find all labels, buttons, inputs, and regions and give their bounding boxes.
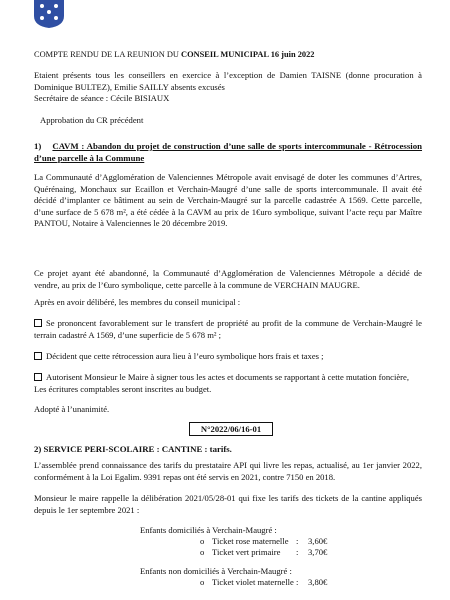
section2-paragraph-2: Monsieur le maire rappelle la délibération 2021/05/28-01 qui fixe les tarifs des tickets de la cantine appliqués depuis le 1er septembre 2021 :	[34, 493, 422, 515]
accounting-line: Les écritures comptables seront inscrites au budget.	[34, 384, 212, 394]
checkbox-icon	[34, 373, 42, 381]
bullet-icon: o	[200, 547, 205, 557]
attendance-line: Etaient présents tous les conseillers en exercice à l’exception de Damien TAISNE (donne procuration à Dominique BULTEZ), Emilie SAILLY absents excusés	[34, 70, 422, 92]
decision-item-3: Autorisent Monsieur le Maire à signer tous les actes et documents se rapportant à cette mutation foncière,	[34, 372, 422, 384]
bullet-icon: o	[200, 536, 205, 546]
document-title: COMPTE RENDU DE LA REUNION DU CONSEIL MUNICIPAL 16 juin 2022	[34, 50, 315, 59]
decision-item-2: Décident que cette rétrocession aura lieu à l’euro symbolique hors frais et taxes ;	[34, 351, 422, 363]
checkbox-icon	[34, 319, 42, 327]
deliberation-number: N°2022/06/16-01	[189, 422, 273, 436]
section1-paragraph-2: Ce projet ayant été abandonné, la Communauté d’Agglomération de Valenciennes Métropole a décidé de vendre, au prix de l’€uro symbolique, cette parcelle à la commune de VERCHAIN MAUGRE.	[34, 268, 422, 290]
bullet-icon: o	[200, 577, 205, 587]
section1-paragraph-3: Après en avoir délibéré, les membres du conseil municipal :	[34, 297, 241, 307]
non-resident-children-label: Enfants non domiciliés à Verchain-Maugré :	[140, 566, 292, 576]
decision-item-1: Se prononcent favorablement sur le transfert de propriété au profit de la commune de Verchain-Maugré le terrain cadastré A 1569, d’une superficie de 5 678 m² ;	[34, 318, 422, 340]
adoption-line: Adopté à l’unanimité.	[34, 404, 110, 414]
secretary-line: Secrétaire de séance : Cécile BISIAUX	[34, 93, 170, 103]
checkbox-icon	[34, 352, 42, 360]
section2-heading: 2) SERVICE PERI-SCOLAIRE : CANTINE : tarifs.	[34, 444, 232, 454]
document-page: COMPTE RENDU DE LA REUNION DU CONSEIL MUNICIPAL 16 juin 2022 Etaient présents tous les conseillers en exercice à l’exception de Damien TAISNE (donne procuration à Dominique BULTEZ), Emilie SAILLY absents excusés Secrétaire de séance : Cécile BISIAUX Approbation du CR précédent 1) CAVM : Abandon du projet de construction d’une salle de sports intercommunale - Rétrocession d’une parcelle à la Commune La Communauté d’Agglomération de Valenciennes Métropole avait envisagé de doter les communes d’Artres, Quérénaing, Monchaux sur Ecaillon et Verchain-Maugré d’une salle de sports intercommunale. Il avait été décidé d’implanter ce bâtiment au sein de Verchain-Maugré sur la parcelle cadastrée A 1569. Cette parcelle, d’une surface de 5 678 m², a été cédée à la CAVM au prix de 1€uro symbolique, suivant l’acte reçu par Maître PANTOU, Notaire à Valenciennes le 20 décembre 2019. Ce projet ayant été abandonné, la Communauté d’Agglomération de Valenciennes Métropole a décidé de vendre, au prix de l’€uro symbolique, cette parcelle à la commune de VERCHAIN MAUGRE. Après en avoir délibéré, les membres du conseil municipal : Se prononcent favorablement sur le transfert de propriété au profit de la commune de Verchain-Maugré le terrain cadastré A 1569, d’une superficie de 5 678 m² ; Décident que cette rétrocession aura lieu à l’euro symbolique hors frais et taxes ; Autorisent Monsieur le Maire à signer tous les actes et documents se rapportant à cette mutation foncière, Les écritures comptables seront inscrites au budget. Adopté à l’unanimité. N°2022/06/16-01 2) SERVICE PERI-SCOLAIRE : CANTINE : tarifs. L’assemblée prend connaissance des tarifs du prestataire API qui livre les repas, actualisé, au 1er janvier 2022, conformément à la Loi Egalim. 9391 repas ont été servis en 2021, contre 7150 en 2018. Monsieur le maire rappelle la délibération 2021/05/28-01 qui fixe les tarifs des tickets de la cantine appliqués depuis le 1er septembre 2021 : Enfants domiciliés à Verchain-Maugré : o Ticket rose maternelle : 3,60€ o Ticket vert primaire : 3,70€ Enfants non domiciliés à Verchain-Maugré : o Ticket violet maternelle : 3,80€	[0, 0, 450, 600]
section2-paragraph-1: L’assemblée prend connaissance des tarifs du prestataire API qui livre les repas, actualisé, au 1er janvier 2022, conformément à la Loi Egalim. 9391 repas ont été servis en 2021, contre 7150 en 2018.	[34, 460, 422, 482]
approval-line: Approbation du CR précédent	[40, 115, 144, 125]
coat-of-arms-logo	[32, 0, 66, 28]
section1-paragraph-1: La Communauté d’Agglomération de Valenciennes Métropole avait envisagé de doter les communes d’Artres, Quérénaing, Monchaux sur Ecaillon et Verchain-Maugré d’une salle de sports intercommunale. Il avait été décidé d’implanter ce bâtiment au sein de Verchain-Maugré sur la parcelle cadastrée A 1569. Cette parcelle, d’une surface de 5 678 m², a été cédée à la CAVM au prix de 1€uro symbolique, suivant l’acte reçu par Maître PANTOU, Notaire à Valenciennes le 20 décembre 2019.	[34, 172, 422, 228]
section1-heading: 1) CAVM : Abandon du projet de construction d’une salle de sports intercommunale - Rétrocession d’une parcelle à la Commune	[34, 141, 423, 163]
attendance-paragraph	[34, 70, 422, 105]
resident-children-label: Enfants domiciliés à Verchain-Maugré :	[140, 525, 277, 535]
